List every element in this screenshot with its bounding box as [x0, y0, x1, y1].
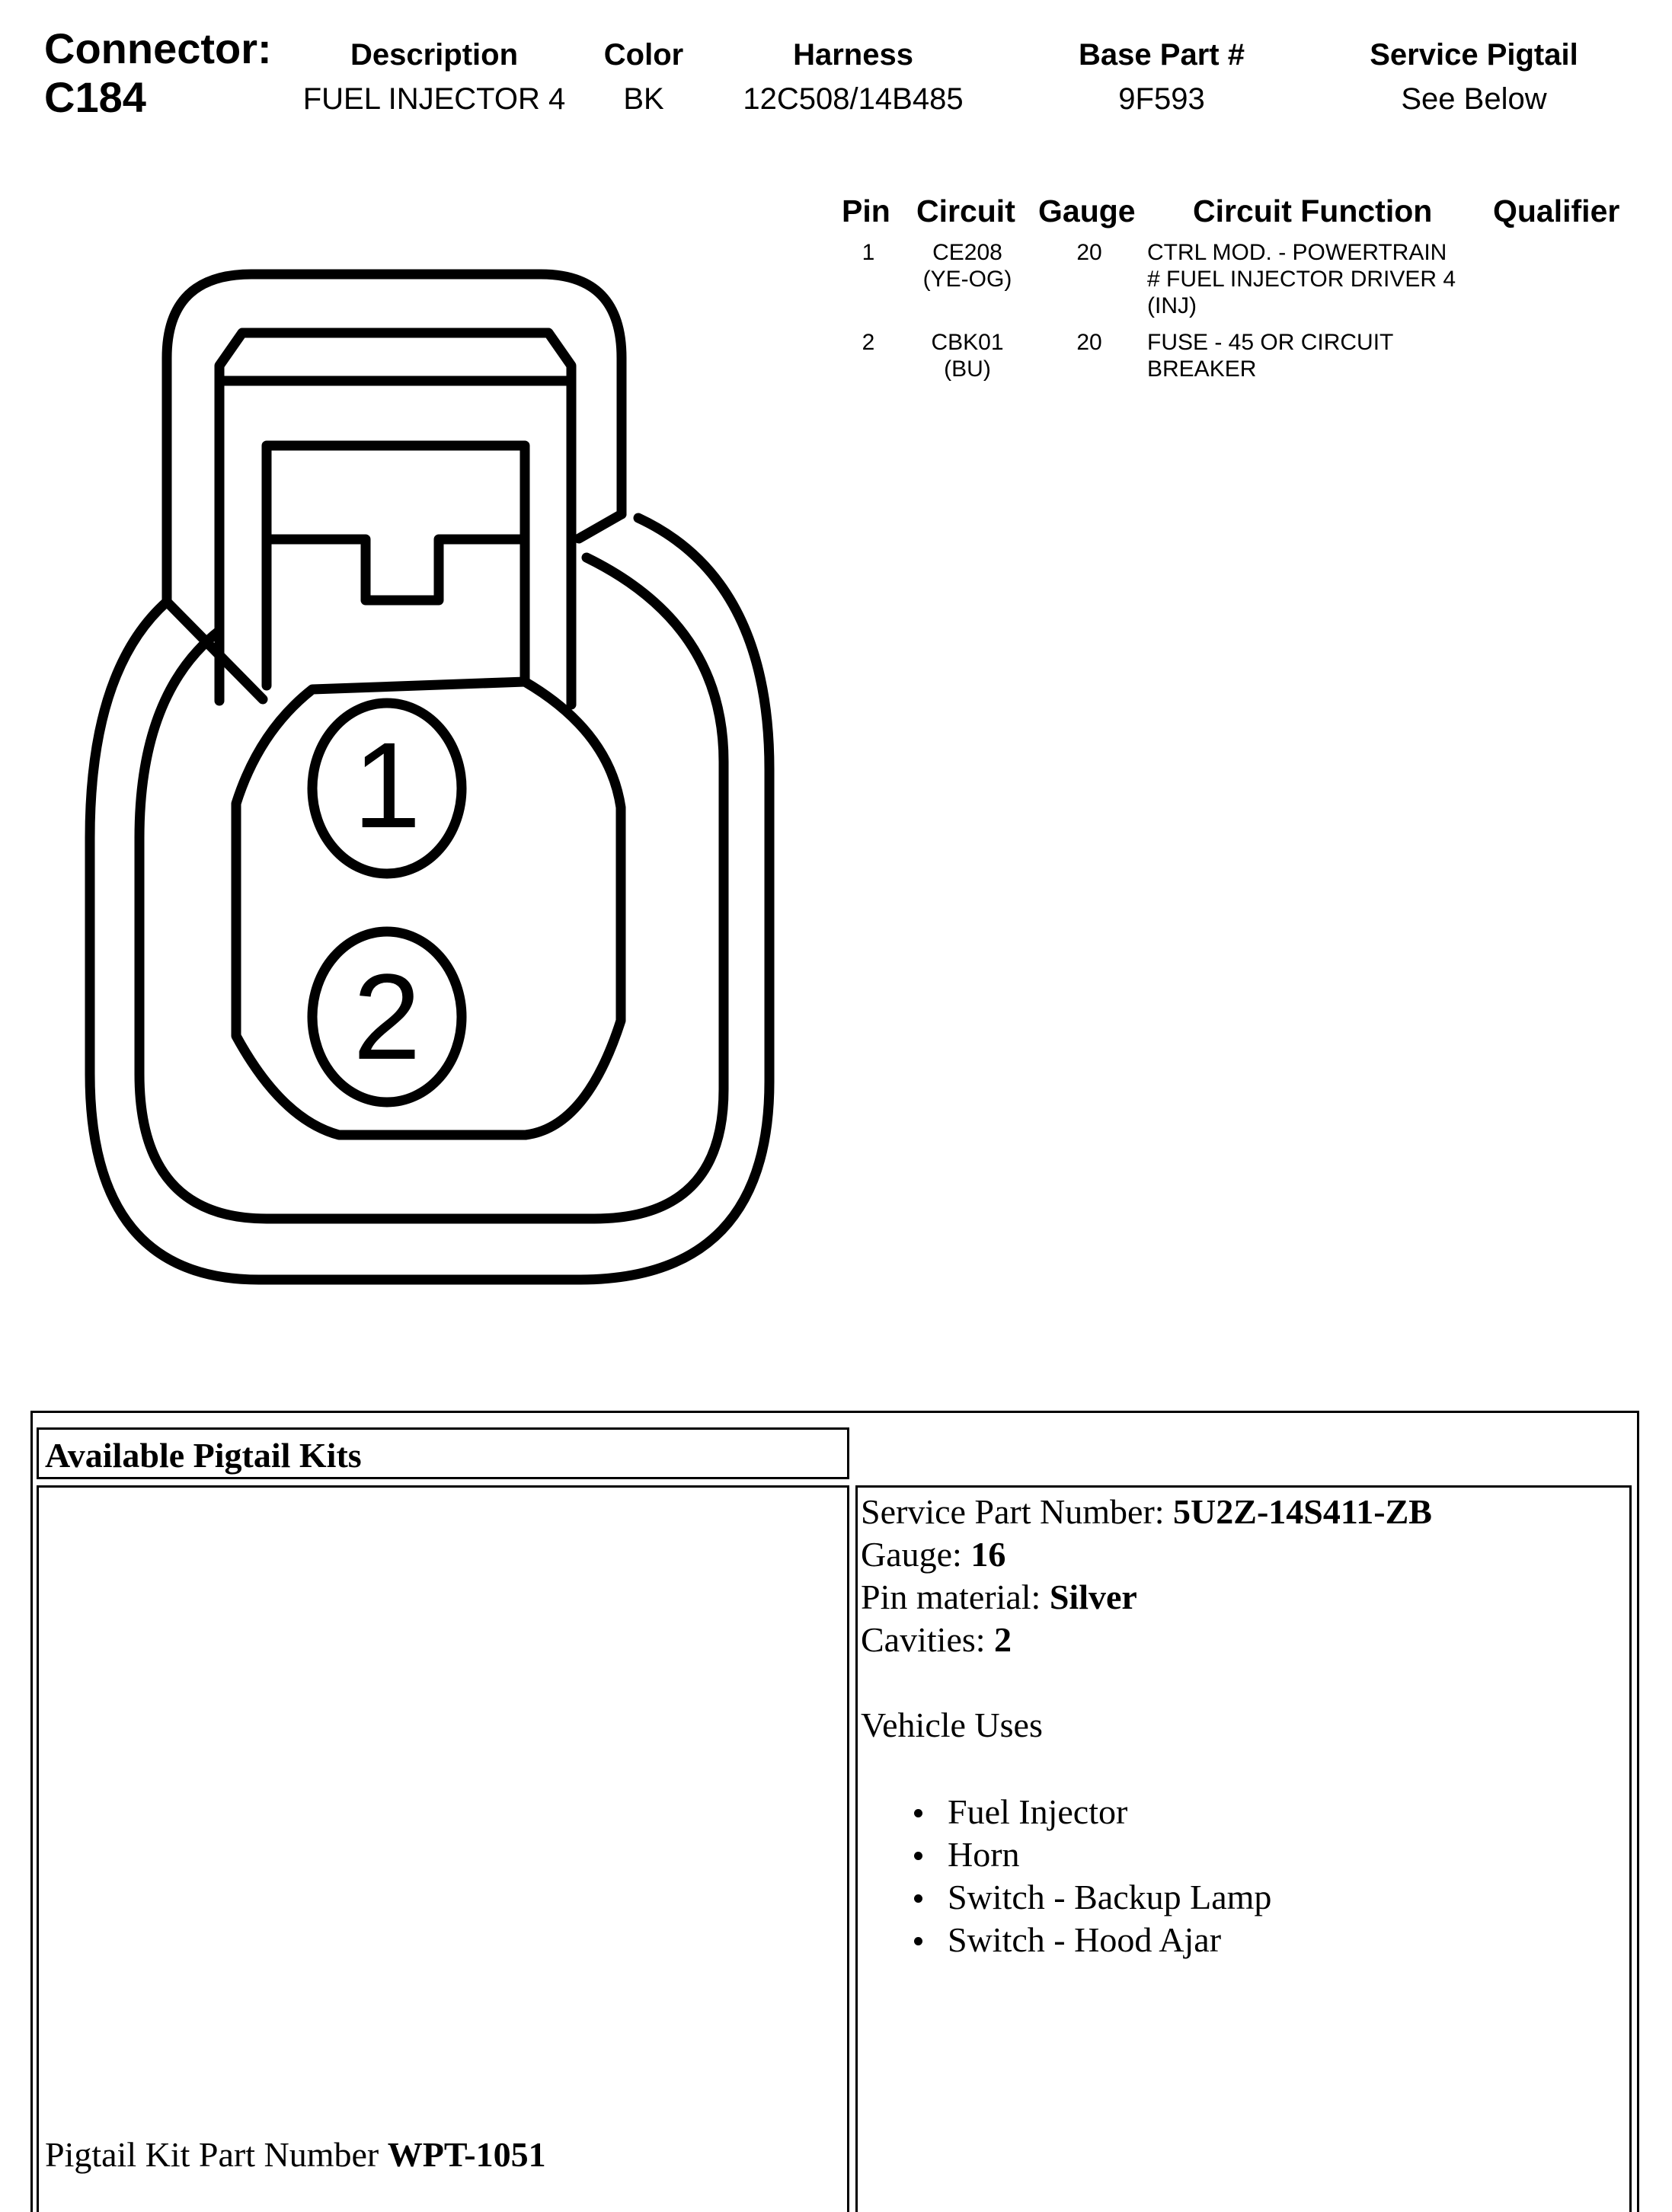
row2-function-line: BREAKER: [1147, 356, 1257, 382]
pin-material-line: [861, 1576, 1432, 1619]
row2-circuit-color: (BU): [944, 356, 991, 382]
base-part-value: 9F593: [1118, 82, 1205, 116]
harness-header: Harness: [793, 38, 913, 72]
vehicle-uses-heading: Vehicle Uses: [861, 1705, 1043, 1744]
circuit-col-header: Circuit: [916, 193, 1015, 229]
row1-function: [1147, 239, 1490, 319]
color-value: BK: [623, 82, 664, 116]
color-header: Color: [603, 38, 684, 72]
list-item: Fuel Injector: [899, 1791, 1432, 1833]
bullet-icon: [914, 1894, 922, 1903]
pin-material-label: Pin material:: [861, 1577, 1050, 1616]
row1-function-line: (INJ): [1147, 293, 1197, 318]
cavities-value: 2: [994, 1620, 1012, 1659]
harness-value: 12C508/14B485: [743, 82, 964, 116]
pigtail-image-cell: [37, 1485, 849, 2212]
row1-gauge: 20: [1076, 240, 1102, 265]
row1-circuit-color: (YE-OG): [922, 267, 1012, 292]
service-pigtail-header: Service Pigtail: [1370, 38, 1578, 72]
row1-pin: 1: [862, 240, 875, 265]
row2-gauge: 20: [1076, 330, 1102, 355]
cavities-label: Cavities:: [861, 1620, 995, 1659]
service-part-value: 5U2Z-14S411-ZB: [1173, 1492, 1432, 1531]
service-pigtail-value: See Below: [1401, 82, 1547, 116]
row2-pin: 2: [862, 330, 875, 355]
row1-function-line: # FUEL INJECTOR DRIVER 4: [1147, 267, 1456, 292]
pin-col-header: Pin: [842, 193, 890, 229]
pin-cavity-body: [236, 682, 621, 1135]
latch-housing: [219, 333, 571, 705]
row1-circuit: [899, 239, 1036, 292]
pigtail-title-cell: [37, 1427, 849, 1479]
gauge-line: [861, 1533, 1432, 1576]
connector-outer-shell: [90, 274, 769, 1280]
description-header: Description: [350, 38, 519, 72]
row2-circuit-id: CBK01: [931, 330, 1004, 355]
gauge-value: 16: [970, 1535, 1006, 1574]
pigtail-kit-line: [45, 2134, 546, 2176]
qualifier-col-header: Qualifier: [1493, 193, 1620, 229]
base-part-header: Base Part #: [1079, 38, 1245, 72]
row2-circuit: [899, 329, 1036, 382]
cavities-line: [861, 1619, 1432, 1661]
gauge-col-header: Gauge: [1038, 193, 1136, 229]
bullet-icon: [914, 1809, 922, 1817]
pin-1-label: 1: [353, 717, 421, 853]
list-item: Switch - Backup Lamp: [899, 1876, 1432, 1919]
service-part-line: [861, 1491, 1432, 1533]
row1-circuit-id: CE208: [932, 240, 1002, 265]
bullet-icon: [914, 1852, 922, 1860]
pigtail-details: [861, 1491, 1432, 1961]
pigtail-section-title: Available Pigtail Kits: [45, 1436, 362, 1475]
list-item: Switch - Hood Ajar: [899, 1919, 1432, 1961]
connector-face-diagram: [0, 0, 838, 1310]
pin-material-value: Silver: [1049, 1577, 1137, 1616]
pin-2-label: 2: [353, 948, 421, 1085]
service-part-label: Service Part Number:: [861, 1492, 1174, 1531]
row2-function: [1147, 329, 1490, 382]
bullet-icon: [914, 1937, 922, 1945]
latch-window: [267, 446, 525, 686]
connector-id: C184: [44, 73, 146, 121]
pigtail-kit-number: WPT-1051: [387, 2135, 546, 2174]
row2-function-line: FUSE - 45 OR CIRCUIT: [1147, 330, 1394, 355]
vehicle-uses-list: [899, 1791, 1432, 1961]
gauge-label: Gauge:: [861, 1535, 971, 1574]
function-col-header: Circuit Function: [1193, 193, 1433, 229]
pigtail-kit-label: Pigtail Kit Part Number: [45, 2135, 388, 2174]
row1-function-line: CTRL MOD. - POWERTRAIN: [1147, 240, 1447, 265]
pigtail-details-cell: [855, 1485, 1632, 2212]
connector-label: Connector:: [44, 24, 272, 72]
description-value: FUEL INJECTOR 4: [302, 82, 566, 116]
list-item: Horn: [899, 1833, 1432, 1876]
